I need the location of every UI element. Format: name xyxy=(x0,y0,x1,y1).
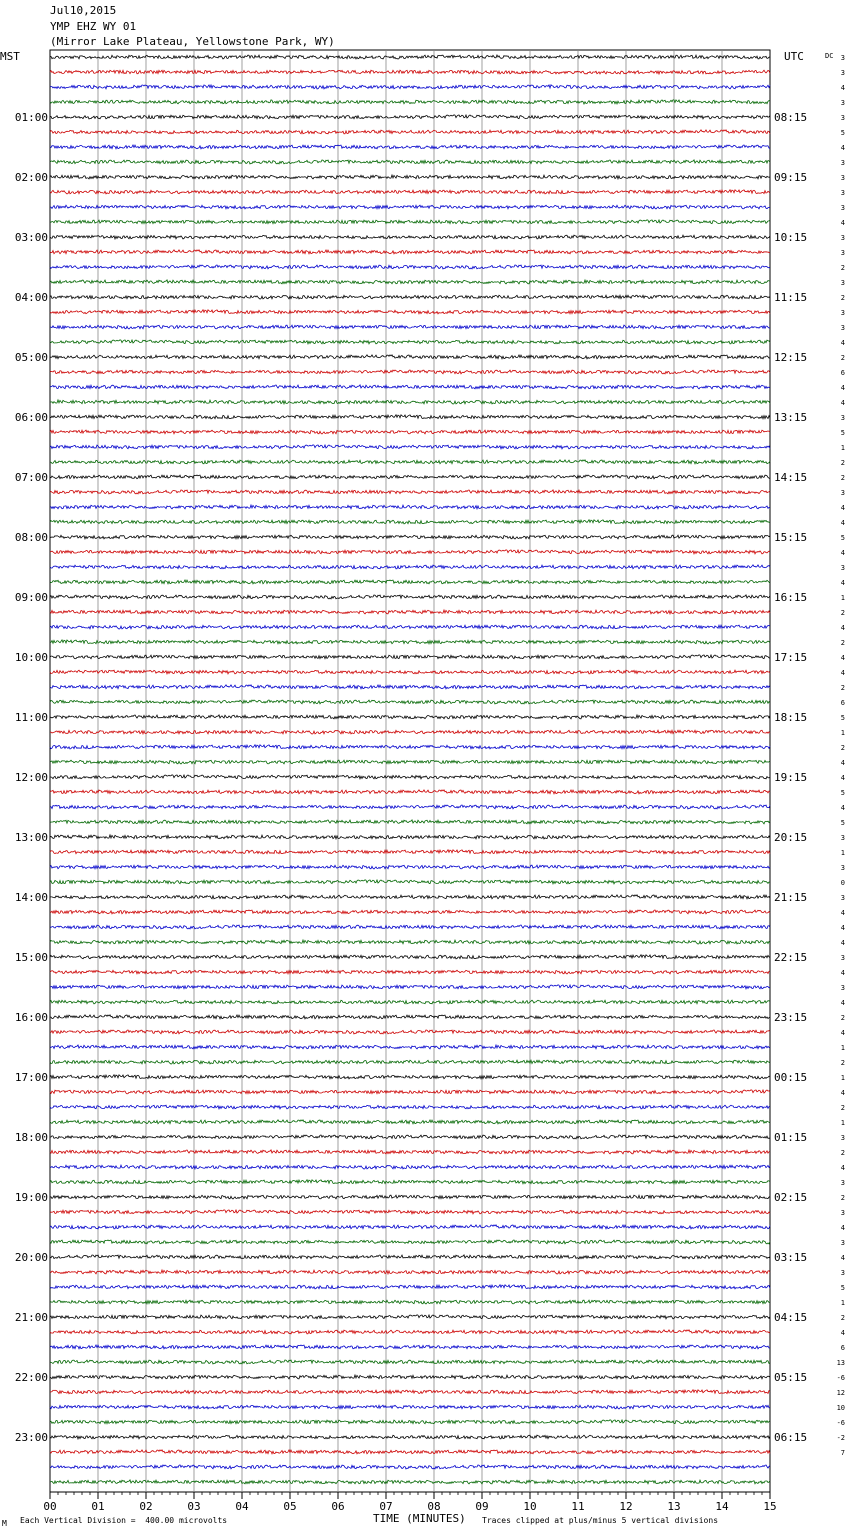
seismic-trace xyxy=(50,1195,770,1199)
utc-hour-label: 10:15 xyxy=(774,231,808,244)
dc-offset-label: 3 xyxy=(840,864,845,872)
dc-offset-label: 3 xyxy=(840,414,845,422)
x-tick-label: 13 xyxy=(667,1500,681,1513)
dc-offset-label: 3 xyxy=(840,1239,845,1247)
seismic-trace xyxy=(50,820,770,824)
dc-offset-label: 2 xyxy=(840,1014,845,1022)
seismic-trace xyxy=(50,340,770,344)
seismic-trace xyxy=(50,175,770,179)
mst-hour-label: 23:00 xyxy=(14,1431,48,1444)
seismic-trace xyxy=(50,1120,770,1124)
dc-offset-label: 3 xyxy=(840,69,845,77)
dc-offset-label: 1 xyxy=(840,1119,845,1127)
seismic-trace xyxy=(50,985,770,989)
corner-mark: M xyxy=(2,1519,7,1528)
seismic-trace xyxy=(50,1405,770,1409)
dc-offset-label: 3 xyxy=(840,249,845,257)
dc-offset-label: 1 xyxy=(840,849,845,857)
mst-hour-label: 02:00 xyxy=(14,171,48,184)
x-tick-label: 01 xyxy=(91,1500,105,1513)
seismic-trace xyxy=(50,115,770,119)
seismic-trace xyxy=(50,190,770,194)
mst-hour-label: 19:00 xyxy=(14,1191,48,1204)
seismic-trace xyxy=(50,1300,770,1304)
seismic-trace xyxy=(50,1015,770,1019)
dc-offset-label: 4 xyxy=(840,774,845,782)
dc-offset-label: 4 xyxy=(840,669,845,677)
dc-offset-label: 4 xyxy=(840,924,845,932)
clip-note: Traces clipped at plus/minus 5 vertical divisions xyxy=(482,1516,719,1525)
dc-offset-label: 3 xyxy=(840,279,845,287)
seismic-trace xyxy=(50,730,770,734)
seismic-trace xyxy=(50,1060,770,1064)
seismic-trace xyxy=(50,835,770,839)
dc-offset-label: 4 xyxy=(840,339,845,347)
dc-offset-label: 4 xyxy=(840,144,845,152)
dc-offset-label: 4 xyxy=(840,519,845,527)
seismic-trace xyxy=(50,685,770,689)
seismic-trace xyxy=(50,130,770,134)
dc-offset-label: 4 xyxy=(840,654,845,662)
dc-offset-label: 3 xyxy=(840,834,845,842)
dc-offset-label: 4 xyxy=(840,804,845,812)
seismic-trace xyxy=(50,775,770,779)
seismic-trace xyxy=(50,355,770,359)
dc-offset-label: 4 xyxy=(840,384,845,392)
dc-offset-label: 4 xyxy=(840,1029,845,1037)
dc-offset-label: 3 xyxy=(840,564,845,572)
utc-hour-label: 09:15 xyxy=(774,171,808,184)
seismic-trace xyxy=(50,145,770,149)
dc-offset-label: 1 xyxy=(840,1299,845,1307)
seismic-trace xyxy=(50,940,770,944)
seismic-trace xyxy=(50,160,770,164)
dc-offset-label: 3 xyxy=(840,159,845,167)
dc-offset-label: 2 xyxy=(840,474,845,482)
dc-offset-label: 1 xyxy=(840,1074,845,1082)
dc-offset-label: 4 xyxy=(840,579,845,587)
seismic-trace xyxy=(50,1375,770,1379)
dc-offset-label: 0 xyxy=(840,879,845,887)
utc-hour-label: 16:15 xyxy=(774,591,808,604)
mst-hour-label: 04:00 xyxy=(14,291,48,304)
x-tick-label: 14 xyxy=(715,1500,729,1513)
seismic-trace xyxy=(50,1255,770,1259)
dc-offset-label: 5 xyxy=(840,789,845,797)
seismic-trace xyxy=(50,1390,770,1394)
mst-hour-label: 05:00 xyxy=(14,351,48,364)
seismic-trace xyxy=(50,325,770,329)
dc-offset-label: 4 xyxy=(840,1164,845,1172)
dc-offset-label: 4 xyxy=(840,969,845,977)
dc-offset-label: 3 xyxy=(840,1209,845,1217)
seismic-trace xyxy=(50,1480,770,1484)
mst-hour-label: 14:00 xyxy=(14,891,48,904)
dc-offset-label: 13 xyxy=(836,1359,845,1367)
dc-offset-label: 5 xyxy=(840,1284,845,1292)
dc-offset-label: 2 xyxy=(840,354,845,362)
dc-offset-label: 4 xyxy=(840,1254,845,1262)
dc-offset-label: 4 xyxy=(840,939,845,947)
dc-offset-label: -6 xyxy=(836,1374,845,1382)
seismic-trace xyxy=(50,1435,770,1439)
mst-hour-label: 15:00 xyxy=(14,951,48,964)
x-tick-label: 05 xyxy=(283,1500,297,1513)
seismic-trace xyxy=(50,400,770,404)
right-axis-label: UTC xyxy=(784,50,804,63)
seismic-trace xyxy=(50,1075,770,1079)
seismic-trace xyxy=(50,310,770,314)
dc-offset-label: 12 xyxy=(836,1389,845,1397)
mst-hour-label: 18:00 xyxy=(14,1131,48,1144)
seismic-trace xyxy=(50,280,770,284)
x-tick-label: 11 xyxy=(571,1500,585,1513)
x-axis-title: TIME (MINUTES) xyxy=(373,1512,466,1525)
mst-hour-label: 12:00 xyxy=(14,771,48,784)
scale-note: Each Vertical Division = 400.00 microvolts xyxy=(20,1516,228,1525)
dc-offset-label: 3 xyxy=(840,1134,845,1142)
seismic-trace xyxy=(50,955,770,959)
dc-offset-label: 3 xyxy=(840,174,845,182)
x-tick-label: 15 xyxy=(763,1500,777,1513)
seismic-trace xyxy=(50,655,770,659)
utc-hour-label: 00:15 xyxy=(774,1071,808,1084)
seismic-trace xyxy=(50,1345,770,1349)
seismic-trace xyxy=(50,1315,770,1319)
dc-offset-label: 2 xyxy=(840,1149,845,1157)
seismic-trace xyxy=(50,1105,770,1109)
dc-offset-label: 5 xyxy=(840,534,845,542)
seismic-trace xyxy=(50,1360,770,1364)
utc-hour-label: 14:15 xyxy=(774,471,808,484)
seismic-trace xyxy=(50,910,770,914)
x-tick-label: 12 xyxy=(619,1500,633,1513)
dc-offset-label: 3 xyxy=(840,1179,845,1187)
utc-hour-label: 04:15 xyxy=(774,1311,808,1324)
utc-hour-label: 23:15 xyxy=(774,1011,808,1024)
dc-offset-label: 1 xyxy=(840,1044,845,1052)
seismic-trace xyxy=(50,415,770,419)
dc-offset-label: 7 xyxy=(840,1449,845,1457)
seismic-trace xyxy=(50,1465,770,1469)
mst-hour-label: 20:00 xyxy=(14,1251,48,1264)
seismic-trace xyxy=(50,535,770,539)
seismic-trace xyxy=(50,1450,770,1454)
dc-offset-label: 3 xyxy=(840,894,845,902)
mst-hour-label: 10:00 xyxy=(14,651,48,664)
dc-offset-label: 4 xyxy=(840,1329,845,1337)
seismic-trace xyxy=(50,760,770,764)
mst-hour-label: 06:00 xyxy=(14,411,48,424)
dc-offset-label: 4 xyxy=(840,999,845,1007)
dc-offset-label: 5 xyxy=(840,429,845,437)
seismic-trace xyxy=(50,1420,770,1424)
mst-hour-label: 07:00 xyxy=(14,471,48,484)
mst-hour-label: 08:00 xyxy=(14,531,48,544)
dc-offset-label: 3 xyxy=(840,954,845,962)
x-tick-label: 09 xyxy=(475,1500,489,1513)
seismic-trace xyxy=(50,85,770,89)
dc-offset-label: 4 xyxy=(840,1224,845,1232)
dc-offset-label: 2 xyxy=(840,744,845,752)
seismic-trace xyxy=(50,490,770,494)
dc-offset-label: 2 xyxy=(840,1104,845,1112)
dc-offset-label: 3 xyxy=(840,54,845,62)
dc-offset-label: 2 xyxy=(840,1194,845,1202)
x-tick-label: 08 xyxy=(427,1500,441,1513)
seismic-trace xyxy=(50,610,770,614)
dc-offset-label: 5 xyxy=(840,714,845,722)
seismic-trace xyxy=(50,805,770,809)
dc-offset-label: 4 xyxy=(840,549,845,557)
x-tick-label: 04 xyxy=(235,1500,249,1513)
x-tick-label: 00 xyxy=(43,1500,57,1513)
dc-offset-label: 5 xyxy=(840,129,845,137)
dc-offset-label: 3 xyxy=(840,309,845,317)
seismic-trace xyxy=(50,790,770,794)
left-axis-label: MST xyxy=(0,50,20,63)
dc-offset-label: 2 xyxy=(840,1314,845,1322)
dc-offset-label: 3 xyxy=(840,984,845,992)
utc-hour-label: 17:15 xyxy=(774,651,808,664)
dc-offset-label: 6 xyxy=(840,369,845,377)
dc-offset-label: 6 xyxy=(840,699,845,707)
mst-hour-label: 01:00 xyxy=(14,111,48,124)
dc-offset-label: 10 xyxy=(836,1404,845,1412)
seismic-trace xyxy=(50,475,770,479)
header-location: (Mirror Lake Plateau, Yellowstone Park, WY) xyxy=(50,35,335,48)
utc-hour-label: 21:15 xyxy=(774,891,808,904)
seismic-trace xyxy=(50,370,770,374)
seismic-trace xyxy=(50,670,770,674)
dc-offset-label: 3 xyxy=(840,234,845,242)
dc-offset-label: 2 xyxy=(840,294,845,302)
dc-offset-label: 3 xyxy=(840,189,845,197)
seismic-trace xyxy=(50,1330,770,1334)
seismic-trace xyxy=(50,700,770,704)
seismic-trace xyxy=(50,1000,770,1004)
seismic-trace xyxy=(50,550,770,554)
seismic-trace xyxy=(50,1165,770,1169)
dc-offset-label: 2 xyxy=(840,1059,845,1067)
utc-hour-label: 06:15 xyxy=(774,1431,808,1444)
dc-offset-label: 2 xyxy=(840,609,845,617)
dc-offset-label: 1 xyxy=(840,594,845,602)
dc-offset-label: 2 xyxy=(840,684,845,692)
utc-hour-label: 13:15 xyxy=(774,411,808,424)
seismic-trace xyxy=(50,1135,770,1139)
seismic-trace xyxy=(50,295,770,299)
seismic-trace xyxy=(50,385,770,389)
dc-offset-label: 3 xyxy=(840,1269,845,1277)
seismic-trace xyxy=(50,595,770,599)
dc-offset-label: 4 xyxy=(840,759,845,767)
seismic-trace xyxy=(50,970,770,974)
seismic-trace xyxy=(50,565,770,569)
dc-offset-label: 2 xyxy=(840,264,845,272)
seismic-trace xyxy=(50,205,770,209)
utc-hour-label: 11:15 xyxy=(774,291,808,304)
seismic-trace xyxy=(50,640,770,644)
dc-offset-label: 4 xyxy=(840,909,845,917)
seismic-trace xyxy=(50,865,770,869)
seismic-trace xyxy=(50,445,770,449)
utc-hour-label: 22:15 xyxy=(774,951,808,964)
utc-hour-label: 08:15 xyxy=(774,111,808,124)
dc-label: DC xyxy=(825,52,834,60)
seismic-trace xyxy=(50,880,770,884)
seismic-trace xyxy=(50,1045,770,1049)
dc-offset-label: 3 xyxy=(840,99,845,107)
x-tick-label: 03 xyxy=(187,1500,201,1513)
seismic-trace xyxy=(50,1030,770,1034)
seismic-trace xyxy=(50,1180,770,1184)
seismic-trace xyxy=(50,1150,770,1154)
seismic-trace xyxy=(50,250,770,254)
mst-hour-label: 09:00 xyxy=(14,591,48,604)
x-tick-label: 02 xyxy=(139,1500,153,1513)
mst-hour-label: 22:00 xyxy=(14,1371,48,1384)
dc-offset-label: 1 xyxy=(840,729,845,737)
utc-hour-label: 15:15 xyxy=(774,531,808,544)
dc-offset-label: 5 xyxy=(840,819,845,827)
dc-offset-label: 4 xyxy=(840,399,845,407)
seismic-trace xyxy=(50,430,770,434)
seismic-trace xyxy=(50,745,770,749)
x-tick-label: 10 xyxy=(523,1500,537,1513)
utc-hour-label: 01:15 xyxy=(774,1131,808,1144)
seismic-trace xyxy=(50,235,770,239)
dc-offset-label: 4 xyxy=(840,219,845,227)
seismic-trace xyxy=(50,715,770,719)
utc-hour-label: 03:15 xyxy=(774,1251,808,1264)
dc-offset-label: -2 xyxy=(836,1434,845,1442)
seismic-trace xyxy=(50,100,770,104)
x-tick-label: 06 xyxy=(331,1500,345,1513)
seismic-trace xyxy=(50,1285,770,1289)
dc-offset-label: 3 xyxy=(840,489,845,497)
mst-hour-label: 21:00 xyxy=(14,1311,48,1324)
utc-hour-label: 12:15 xyxy=(774,351,808,364)
seismic-trace xyxy=(50,895,770,899)
x-tick-label: 07 xyxy=(379,1500,393,1513)
seismic-trace xyxy=(50,1210,770,1214)
header-date: Jul10,2015 xyxy=(50,4,117,17)
seismic-trace xyxy=(50,1225,770,1229)
mst-hour-label: 13:00 xyxy=(14,831,48,844)
utc-hour-label: 05:15 xyxy=(774,1371,808,1384)
dc-offset-label: 2 xyxy=(840,459,845,467)
dc-offset-label: 4 xyxy=(840,84,845,92)
seismic-trace xyxy=(50,505,770,509)
seismic-trace xyxy=(50,1270,770,1274)
seismic-trace xyxy=(50,70,770,74)
seismic-trace xyxy=(50,1090,770,1094)
dc-offset-label: 2 xyxy=(840,639,845,647)
utc-hour-label: 19:15 xyxy=(774,771,808,784)
dc-offset-label: 4 xyxy=(840,504,845,512)
utc-hour-label: 02:15 xyxy=(774,1191,808,1204)
seismic-trace xyxy=(50,580,770,584)
dc-offset-label: 3 xyxy=(840,324,845,332)
seismic-trace xyxy=(50,460,770,464)
utc-hour-label: 20:15 xyxy=(774,831,808,844)
seismic-trace xyxy=(50,625,770,629)
dc-offset-label: 3 xyxy=(840,114,845,122)
seismic-trace xyxy=(50,55,770,59)
mst-hour-label: 17:00 xyxy=(14,1071,48,1084)
seismic-trace xyxy=(50,520,770,524)
dc-offset-label: 4 xyxy=(840,624,845,632)
seismic-trace xyxy=(50,265,770,269)
seismic-trace xyxy=(50,220,770,224)
dc-offset-label: 3 xyxy=(840,204,845,212)
dc-offset-label: 4 xyxy=(840,1089,845,1097)
header-station: YMP EHZ WY 01 xyxy=(50,20,137,33)
seismic-trace xyxy=(50,925,770,929)
dc-offset-label: 6 xyxy=(840,1344,845,1352)
mst-hour-label: 11:00 xyxy=(14,711,48,724)
seismic-trace xyxy=(50,1240,770,1244)
seismic-trace xyxy=(50,850,770,854)
mst-hour-label: 16:00 xyxy=(14,1011,48,1024)
dc-offset-label: 1 xyxy=(840,444,845,452)
dc-offset-label: -6 xyxy=(836,1419,845,1427)
utc-hour-label: 18:15 xyxy=(774,711,808,724)
mst-hour-label: 03:00 xyxy=(14,231,48,244)
